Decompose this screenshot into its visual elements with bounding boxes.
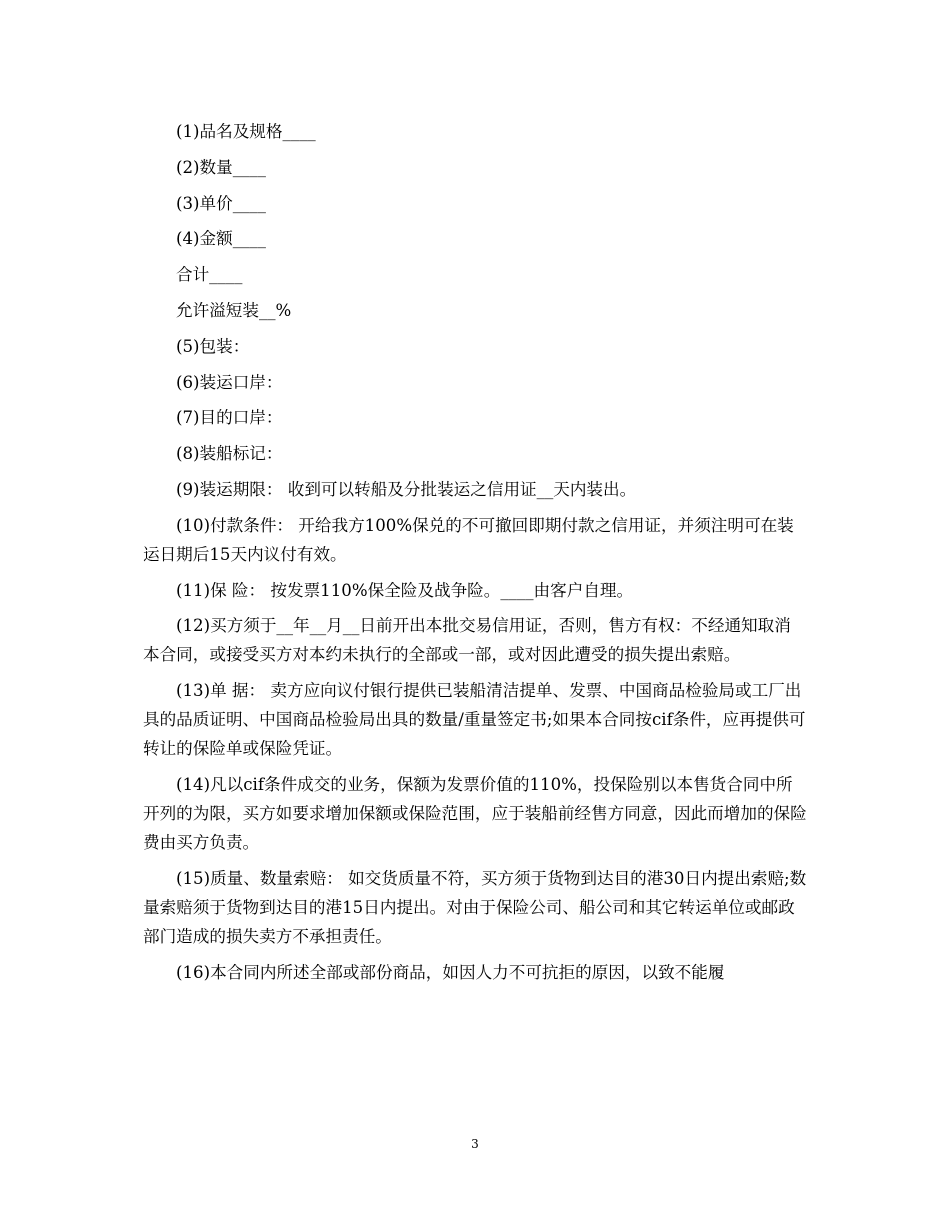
paragraph-documents: (13)单 据： 卖方应向议付银行提供已装船清洁提单、发票、中国商品检验局或工厂出具的品质证明、中国商品检验局出具的数量/重量签定书;如果本合同按cif条件，应再提供可转让的保险单或保险凭证。 (143, 681, 806, 759)
paragraph-force-majeure: (16)本合同内所述全部或部份商品，如因人力不可抗拒的原因，以致不能履 (176, 962, 725, 982)
paragraph-destination-port: (7)目的口岸： (176, 408, 283, 428)
paragraph-loading-port: (6)装运口岸： (176, 372, 283, 392)
paragraph-shipping-marks: (8)装船标记： (176, 444, 283, 464)
page-number: 3 (471, 1137, 479, 1151)
paragraph-quantity: (2)数量____ (176, 157, 266, 177)
paragraph-shipment-time: (9)装运期限： 收到可以转船及分批装运之信用证__天内装出。 (176, 479, 637, 499)
paragraph-claims: (15)质量、数量索赔： 如交货质量不符，买方须于货物到达目的港30日内提出索赔;数量索赔须于货物到达目的港15日内提出。对由于保险公司、船公司和其它转运单位或邮政部门造成的损失卖方不承担责任。 (143, 868, 807, 946)
paragraph-total: 合计____ (176, 265, 243, 285)
document-body (143, 117, 807, 993)
paragraph-amount: (4)金额____ (176, 229, 266, 249)
paragraph-payment-terms: (10)付款条件： 开给我方100%保兑的不可撤回即期付款之信用证，并须注明可在装运日期后15天内议付有效。 (143, 515, 794, 564)
paragraph-cif-insurance: (14)凡以cif条件成交的业务，保额为发票价值的110%，投保险别以本售货合同中所开列的为限，买方如要求增加保额或保险范围，应于装船前经售方同意，因此而增加的保险费由买方负责。 (143, 774, 807, 852)
paragraph-unit-price: (3)单价____ (176, 193, 266, 213)
paragraph-insurance: (11)保 险： 按发票110%保全险及战争险。____由客户自理。 (176, 580, 634, 600)
paragraph-packing: (5)包装： (176, 336, 250, 356)
paragraph-tolerance: 允许溢短装__% (176, 300, 292, 320)
paragraph-product-spec: (1)品名及规格____ (176, 122, 316, 141)
paragraph-letter-of-credit: (12)买方须于__年__月__日前开出本批交易信用证，否则，售方有权：不经通知取消本合同，或接受买方对本约未执行的全部或一部，或对因此遭受的损失提出索赔。 (143, 616, 791, 665)
